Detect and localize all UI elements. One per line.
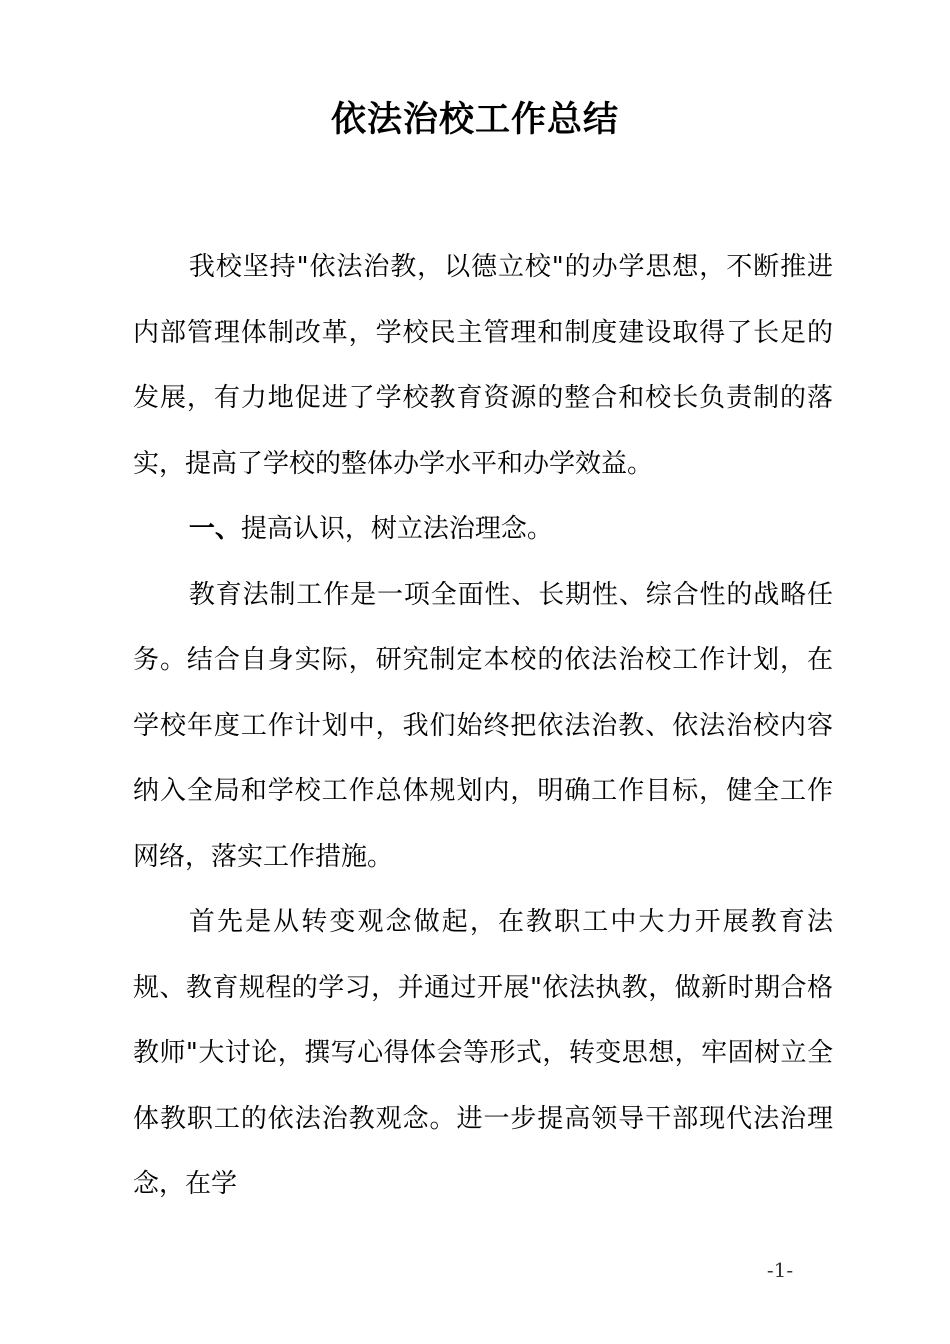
paragraph-intro: 我校坚持"依法治教，以德立校"的办学思想，不断推进内部管理体制改革，学校民主管理和制度建设取得了长足的发展，有力地促进了学校教育资源的整合和校长负责制的落实，提高了学校的整体办学水平和办学效益。 <box>133 252 833 479</box>
section-heading-number: 一、 <box>188 514 241 544</box>
page-number: -1- <box>766 1258 794 1282</box>
section-heading <box>133 497 833 563</box>
document-body <box>133 235 833 1218</box>
section-heading-text: 提高认识，树立法治理念。 <box>240 514 553 544</box>
paragraph-section-1: 教育法制工作是一项全面性、长期性、综合性的战略任务。结合自身实际，研究制定本校的依法治校工作计划，在学校年度工作计划中，我们始终把依法治教、依法治校内容纳入全局和学校工作总体规划内，明确工作目标，健全工作网络，落实工作措施。 <box>133 579 833 872</box>
paragraph-section-2: 首先是从转变观念做起，在教职工中大力开展教育法规、教育规程的学习，并通过开展"依法执教，做新时期合格教师"大讨论，撰写心得体会等形式，转变思想，牢固树立全体教职工的依法治教观念。进一步提高领导干部现代法治理念，在学 <box>133 907 833 1199</box>
document-title: 依法治校工作总结 <box>330 100 619 140</box>
